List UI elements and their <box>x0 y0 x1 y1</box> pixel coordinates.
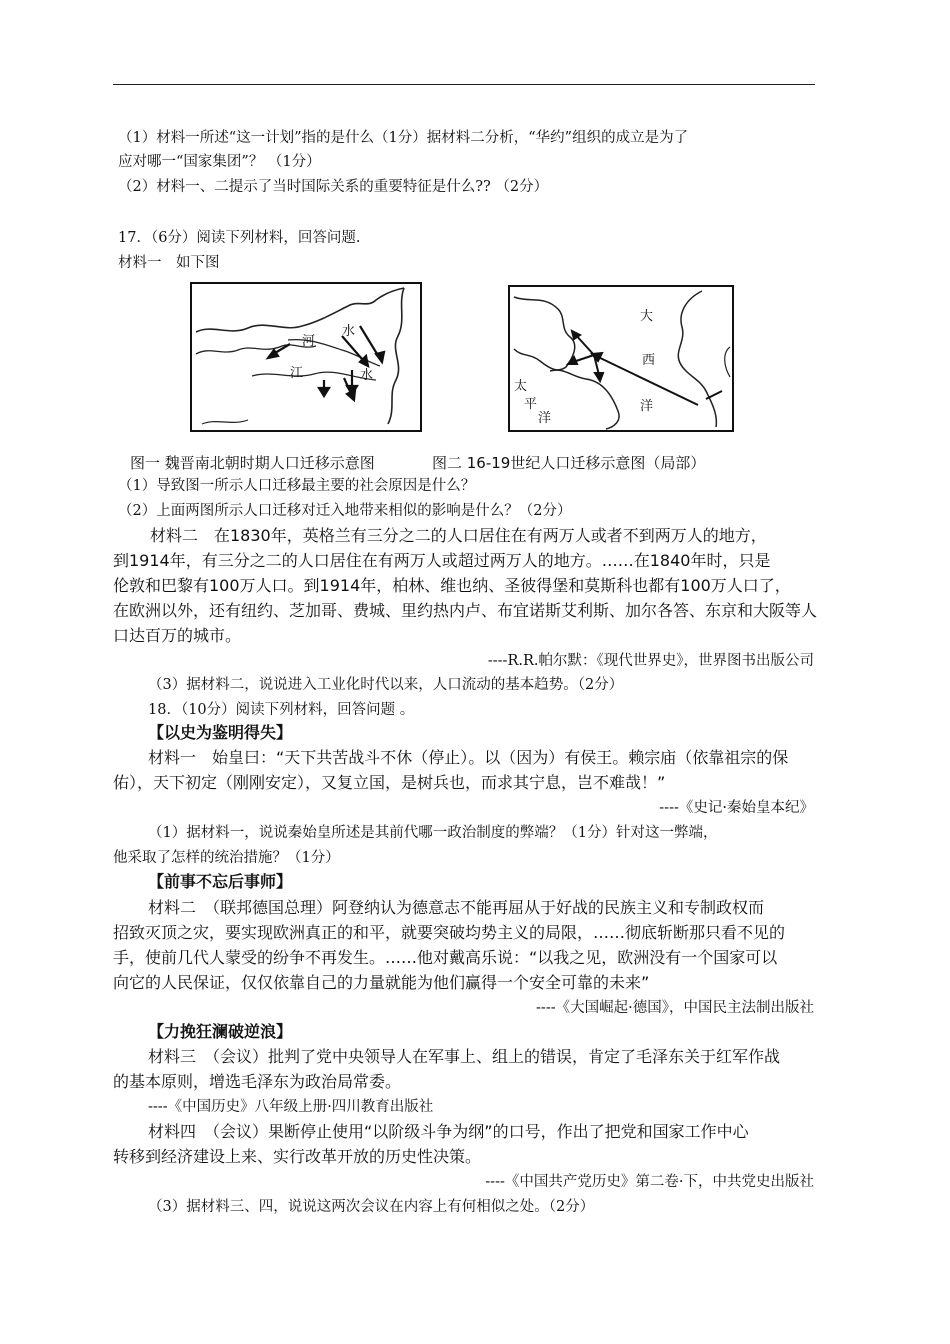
map-figure-2 <box>508 285 734 432</box>
map1-label-he: 河 <box>302 334 316 349</box>
q18-material2-line3: 手，使前几代人蒙受的纷争不再发生。……他对戴高乐说：“以我之见，欧洲没有一个国家可以 <box>113 948 778 967</box>
map2-caption: 图二 16-19世纪人口迁移示意图（局部） <box>432 454 706 472</box>
q18-material4-line1: 材料四 （会议）果断停止使用“以阶级斗争为纲”的口号，作出了把党和国家工作中心 <box>148 1122 749 1141</box>
q18-material2-line4: 向它的人民保证，仅仅依靠自己的力量就能为他们赢得一个安全可靠的未来” <box>113 973 650 992</box>
map1-label-shui-2: 水 <box>360 368 374 383</box>
q16-sub1-line1: （1）材料一所述“这一计划”指的是什么（1分）据材料二分析，“华约”组织的成立是为了 <box>118 130 689 146</box>
q17-material2-line4: 在欧洲以外，还有纽约、芝加哥、费城、里约热内卢、布宜诺斯艾利斯、加尔各答、东京和大阪等人 <box>113 601 818 620</box>
map1-label-shui-1: 水 <box>342 324 356 339</box>
q17-sub3: （3）据材料二，说说进入工业化时代以来，人口流动的基本趋势。（2分） <box>148 677 624 693</box>
q18-sub1-line1: （1）据材料一，说说秦始皇所述是其前代哪一政治制度的弊端？（1分）针对这一弊端， <box>148 825 718 841</box>
q18-material3-line2: 的基本原则，增选毛泽东为政治局常委。 <box>113 1072 402 1091</box>
q17-material1-label: 材料一 如下图 <box>118 255 220 271</box>
q18-section-3: 【力挽狂澜破逆浪】 <box>148 1022 293 1041</box>
q18-material4-line2: 转移到经济建设上来、实行改革开放的历史性决策。 <box>113 1147 482 1166</box>
q18-material4-source: ----《中国共产党历史》第二卷·下，中共党史出版社 <box>485 1174 814 1190</box>
q18-material2-line1: 材料二 （联邦德国总理）阿登纳认为德意志不能再屈从于好战的民族主义和专制政权而 <box>148 898 765 917</box>
q17-material2-line5: 口达百万的城市。 <box>113 626 242 645</box>
q18-material2-source: ----《大国崛起·德国》，中国民主法制出版社 <box>536 1000 814 1016</box>
q18-sub3: （3）据材料三、四，说说这两次会议在内容上有何相似之处。（2分） <box>148 1199 595 1215</box>
map2-label-yang-1: 洋 <box>640 399 654 414</box>
q18-header: 18．（10分）阅读下列材料，回答问题 。 <box>148 702 415 718</box>
map2-label-xi: 西 <box>642 353 656 368</box>
q16-sub1-line2: 应对哪一“国家集团”？ （1分） <box>118 154 321 170</box>
q18-material3-line1: 材料三 （会议）批判了党中央领导人在军事上、组上的错误，肯定了毛泽东关于红军作战 <box>148 1047 781 1066</box>
map2-label-tai: 太 <box>514 379 528 394</box>
q18-material1-line2: 佑），天下初定（刚刚安定），又复立国，是树兵也，而求其宁息，岂不难哉！” <box>113 773 666 792</box>
map2-label-yang-2: 洋 <box>538 411 552 426</box>
q17-material2-line1: 材料二 在1830年，英格兰有三分之二的人口居住在有两万人或者不到两万人的地方， <box>150 526 767 545</box>
map2-label-ping: 平 <box>524 397 538 412</box>
map2-label-da: 大 <box>640 309 654 324</box>
q17-sub2: （2）上面两图所示人口迁移对迁入地带来相似的影响是什么？（2分） <box>118 503 572 519</box>
q17-material2-source: ----R.R.帕尔默：《现代世界史》，世界图书出版公司 <box>487 653 814 669</box>
q18-sub1-line2: 他采取了怎样的统治措施？（1分） <box>113 850 340 866</box>
q18-material2-line2: 招致灭顶之灾，要实现欧洲真正的和平，就要突破均势主义的局限，……彻底斩断那只看不见的 <box>113 923 786 942</box>
q16-sub2: （2）材料一、二提示了当时国际关系的重要特征是什么?? （2分） <box>118 179 549 195</box>
map1-drawing <box>192 284 420 430</box>
q18-section-2: 【前事不忘后事师】 <box>148 872 293 891</box>
q18-material1-line1: 材料一 始皇曰：“天下共苦战斗不休（停止）。以（因为）有侯王。赖宗庙（依靠祖宗的保 <box>148 748 789 767</box>
q17-material2-line3: 伦敦和巴黎有100万人口。到1914年，柏林、维也纳、圣彼得堡和莫斯科也都有100万人口了， <box>113 576 791 595</box>
header-rule <box>113 84 815 85</box>
map1-label-jiang: 江 <box>290 366 304 381</box>
q18-section-1: 【以史为鉴明得失】 <box>148 723 293 742</box>
map-figure-1 <box>190 282 422 432</box>
q17-sub1: （1）导致图一所示人口迁移最主要的社会原因是什么？ <box>118 478 476 494</box>
q17-header: 17．（6分）阅读下列材料，回答问题. <box>118 230 361 246</box>
q18-material3-source: ----《中国历史》八年级上册·四川教育出版社 <box>148 1099 434 1115</box>
q18-material1-source: ----《史记·秦始皇本纪》 <box>659 800 814 816</box>
q17-material2-line2: 到1914年，有三分之二的人口居住在有两万人或超过两万人的地方。……在1840年时，只是 <box>113 551 771 570</box>
map1-caption: 图一 魏晋南北朝时期人口迁移示意图 <box>130 454 375 472</box>
